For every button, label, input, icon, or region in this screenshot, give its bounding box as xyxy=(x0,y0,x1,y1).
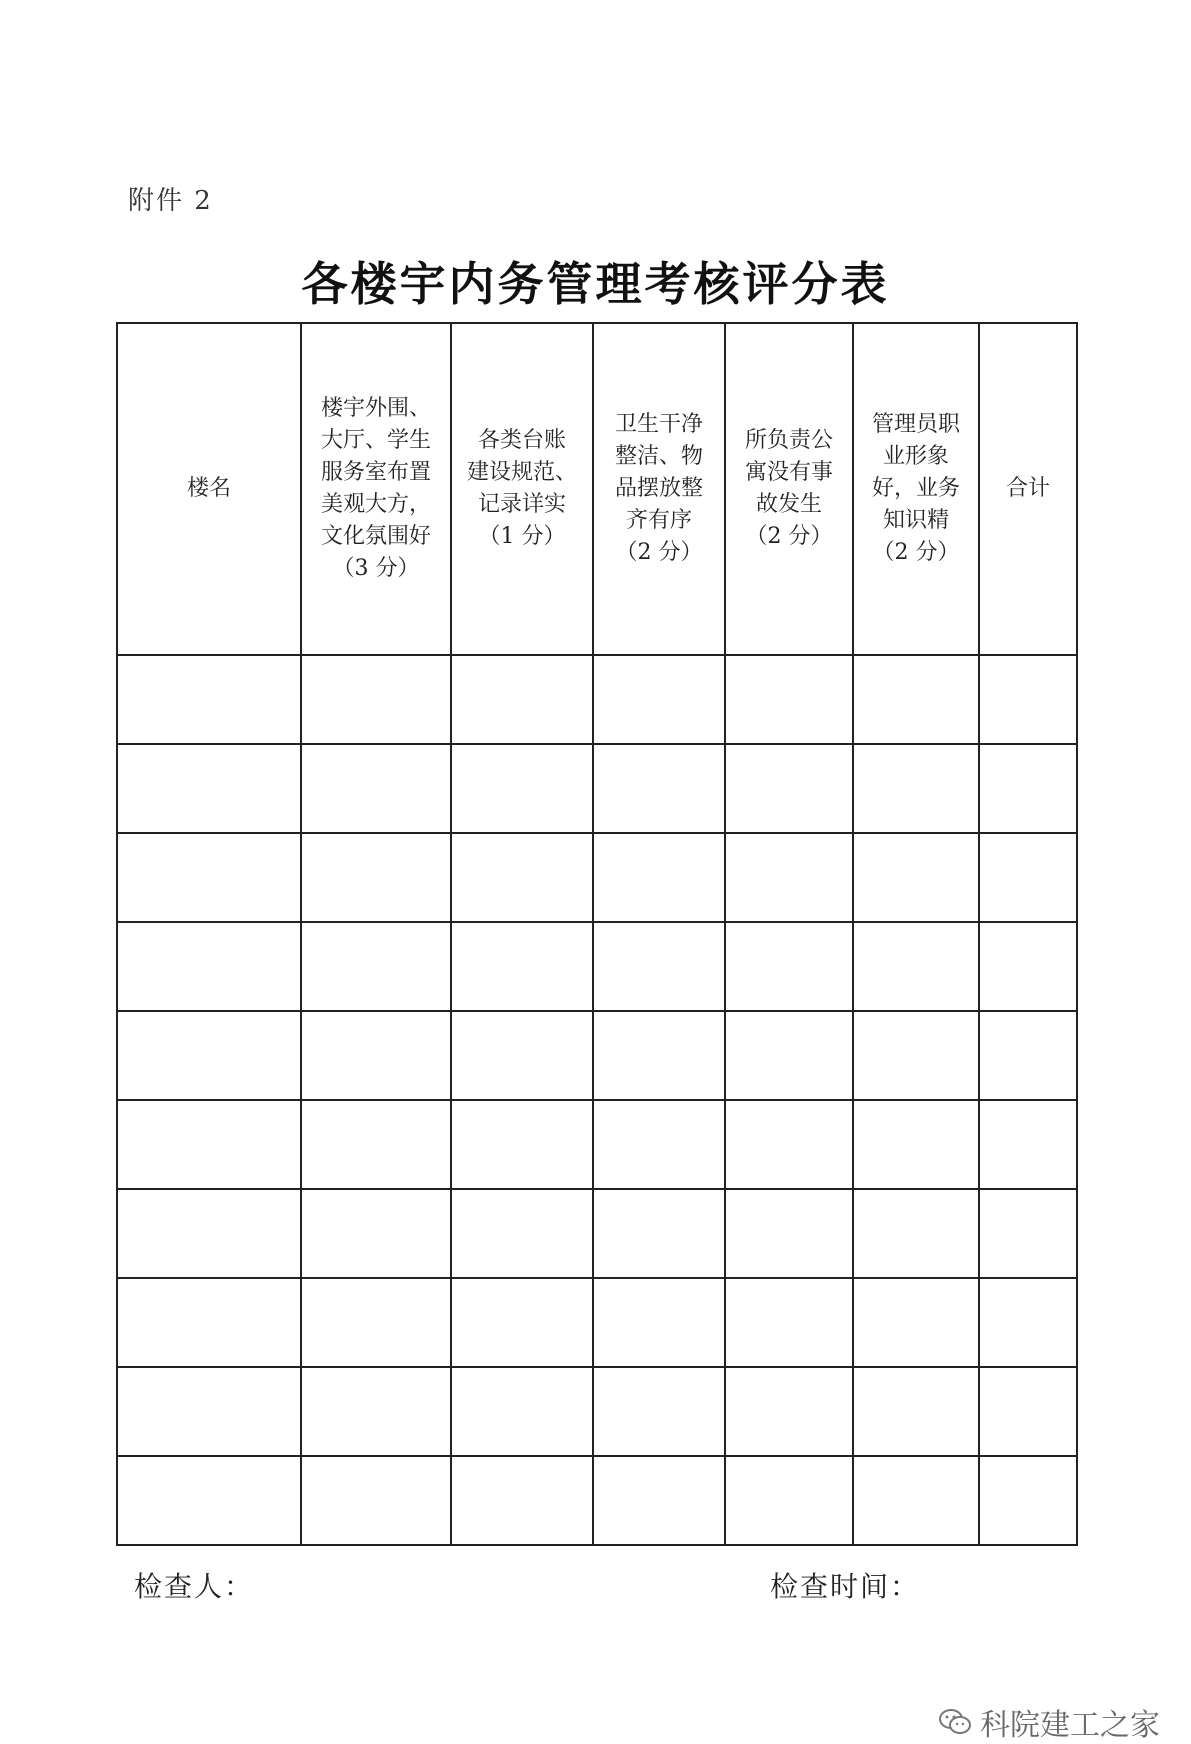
table-row xyxy=(117,1367,1077,1456)
table-cell[interactable] xyxy=(725,1278,853,1367)
wechat-icon xyxy=(938,1708,972,1736)
table-cell[interactable] xyxy=(725,1456,853,1545)
table-cell[interactable] xyxy=(117,1367,301,1456)
table-cell[interactable] xyxy=(451,655,593,744)
table-cell[interactable] xyxy=(593,655,725,744)
table-cell[interactable] xyxy=(979,1189,1077,1278)
header-exterior-layout: 楼宇外围、 大厅、学生 服务室布置 美观大方， 文化氛围好 （3 分） xyxy=(301,323,451,655)
header-hygiene: 卫生干净 整洁、物 品摆放整 齐有序 （2 分） xyxy=(593,323,725,655)
table-cell[interactable] xyxy=(979,1456,1077,1545)
table-row xyxy=(117,1100,1077,1189)
table-cell[interactable] xyxy=(853,1189,979,1278)
header-no-accidents: 所负责公 寓没有事 故发生 （2 分） xyxy=(725,323,853,655)
table-cell[interactable] xyxy=(979,833,1077,922)
table-cell[interactable] xyxy=(853,1367,979,1456)
table-cell[interactable] xyxy=(451,1011,593,1100)
header-row xyxy=(117,323,1077,655)
table-cell[interactable] xyxy=(117,1011,301,1100)
table-cell[interactable] xyxy=(301,1100,451,1189)
header-staff-image: 管理员职 业形象 好，业务 知识精 （2 分） xyxy=(853,323,979,655)
table-cell[interactable] xyxy=(593,1456,725,1545)
table-cell[interactable] xyxy=(853,1100,979,1189)
table-cell[interactable] xyxy=(853,655,979,744)
table-cell[interactable] xyxy=(979,1011,1077,1100)
watermark xyxy=(938,1700,1160,1744)
table-cell[interactable] xyxy=(301,922,451,1011)
table-cell[interactable] xyxy=(593,1100,725,1189)
table-cell[interactable] xyxy=(593,1278,725,1367)
header-ledger-records: 各类台账 建设规范、 记录详实 （1 分） xyxy=(451,323,593,655)
table-cell[interactable] xyxy=(301,1278,451,1367)
header-total: 合计 xyxy=(979,323,1077,655)
table-row xyxy=(117,744,1077,833)
table-cell[interactable] xyxy=(301,655,451,744)
table-cell[interactable] xyxy=(117,1456,301,1545)
inspect-time-label: 检查时间： xyxy=(770,1570,921,1603)
table-cell[interactable] xyxy=(593,1011,725,1100)
table-cell[interactable] xyxy=(979,655,1077,744)
table-cell[interactable] xyxy=(117,744,301,833)
table-cell[interactable] xyxy=(451,1100,593,1189)
table-cell[interactable] xyxy=(725,1189,853,1278)
attachment-label: 附件 2 xyxy=(128,186,213,216)
table-cell[interactable] xyxy=(301,1456,451,1545)
table-row xyxy=(117,833,1077,922)
table-row xyxy=(117,1278,1077,1367)
table-cell[interactable] xyxy=(979,1278,1077,1367)
table-cell[interactable] xyxy=(853,1011,979,1100)
table-cell[interactable] xyxy=(301,744,451,833)
table-cell[interactable] xyxy=(979,922,1077,1011)
page-title: 各楼宇内务管理考核评分表 xyxy=(301,257,890,311)
table-cell[interactable] xyxy=(593,922,725,1011)
table-cell[interactable] xyxy=(853,744,979,833)
table-cell[interactable] xyxy=(725,1367,853,1456)
inspector-label: 检查人： xyxy=(134,1570,255,1603)
table-cell[interactable] xyxy=(853,1278,979,1367)
table-cell[interactable] xyxy=(451,833,593,922)
table-cell[interactable] xyxy=(725,833,853,922)
header-building-name: 楼名 xyxy=(117,323,301,655)
table-row xyxy=(117,1011,1077,1100)
watermark-text: 科院建工之家 xyxy=(980,1708,1160,1743)
table-row xyxy=(117,1189,1077,1278)
table-row xyxy=(117,922,1077,1011)
table-cell[interactable] xyxy=(725,655,853,744)
score-table xyxy=(116,322,1078,1546)
table-cell[interactable] xyxy=(451,1189,593,1278)
table-cell[interactable] xyxy=(853,833,979,922)
table-cell[interactable] xyxy=(451,1456,593,1545)
table-cell[interactable] xyxy=(725,1011,853,1100)
table-cell[interactable] xyxy=(117,1189,301,1278)
table-cell[interactable] xyxy=(117,922,301,1011)
table-cell[interactable] xyxy=(117,833,301,922)
table-cell[interactable] xyxy=(451,922,593,1011)
table-row xyxy=(117,655,1077,744)
table-cell[interactable] xyxy=(117,655,301,744)
table-cell[interactable] xyxy=(853,1456,979,1545)
table-cell[interactable] xyxy=(979,744,1077,833)
table-cell[interactable] xyxy=(593,744,725,833)
table-cell[interactable] xyxy=(117,1278,301,1367)
table-cell[interactable] xyxy=(725,1100,853,1189)
table-cell[interactable] xyxy=(301,833,451,922)
table-cell[interactable] xyxy=(117,1100,301,1189)
table-cell[interactable] xyxy=(451,744,593,833)
table-cell[interactable] xyxy=(725,922,853,1011)
table-cell[interactable] xyxy=(451,1367,593,1456)
table-row xyxy=(117,1456,1077,1545)
table-cell[interactable] xyxy=(593,1367,725,1456)
table-cell[interactable] xyxy=(593,833,725,922)
table-cell[interactable] xyxy=(979,1100,1077,1189)
table-cell[interactable] xyxy=(301,1011,451,1100)
table-cell[interactable] xyxy=(301,1189,451,1278)
table-cell[interactable] xyxy=(853,922,979,1011)
table-cell[interactable] xyxy=(593,1189,725,1278)
table-cell[interactable] xyxy=(979,1367,1077,1456)
table-cell[interactable] xyxy=(451,1278,593,1367)
table-cell[interactable] xyxy=(725,744,853,833)
table-cell[interactable] xyxy=(301,1367,451,1456)
